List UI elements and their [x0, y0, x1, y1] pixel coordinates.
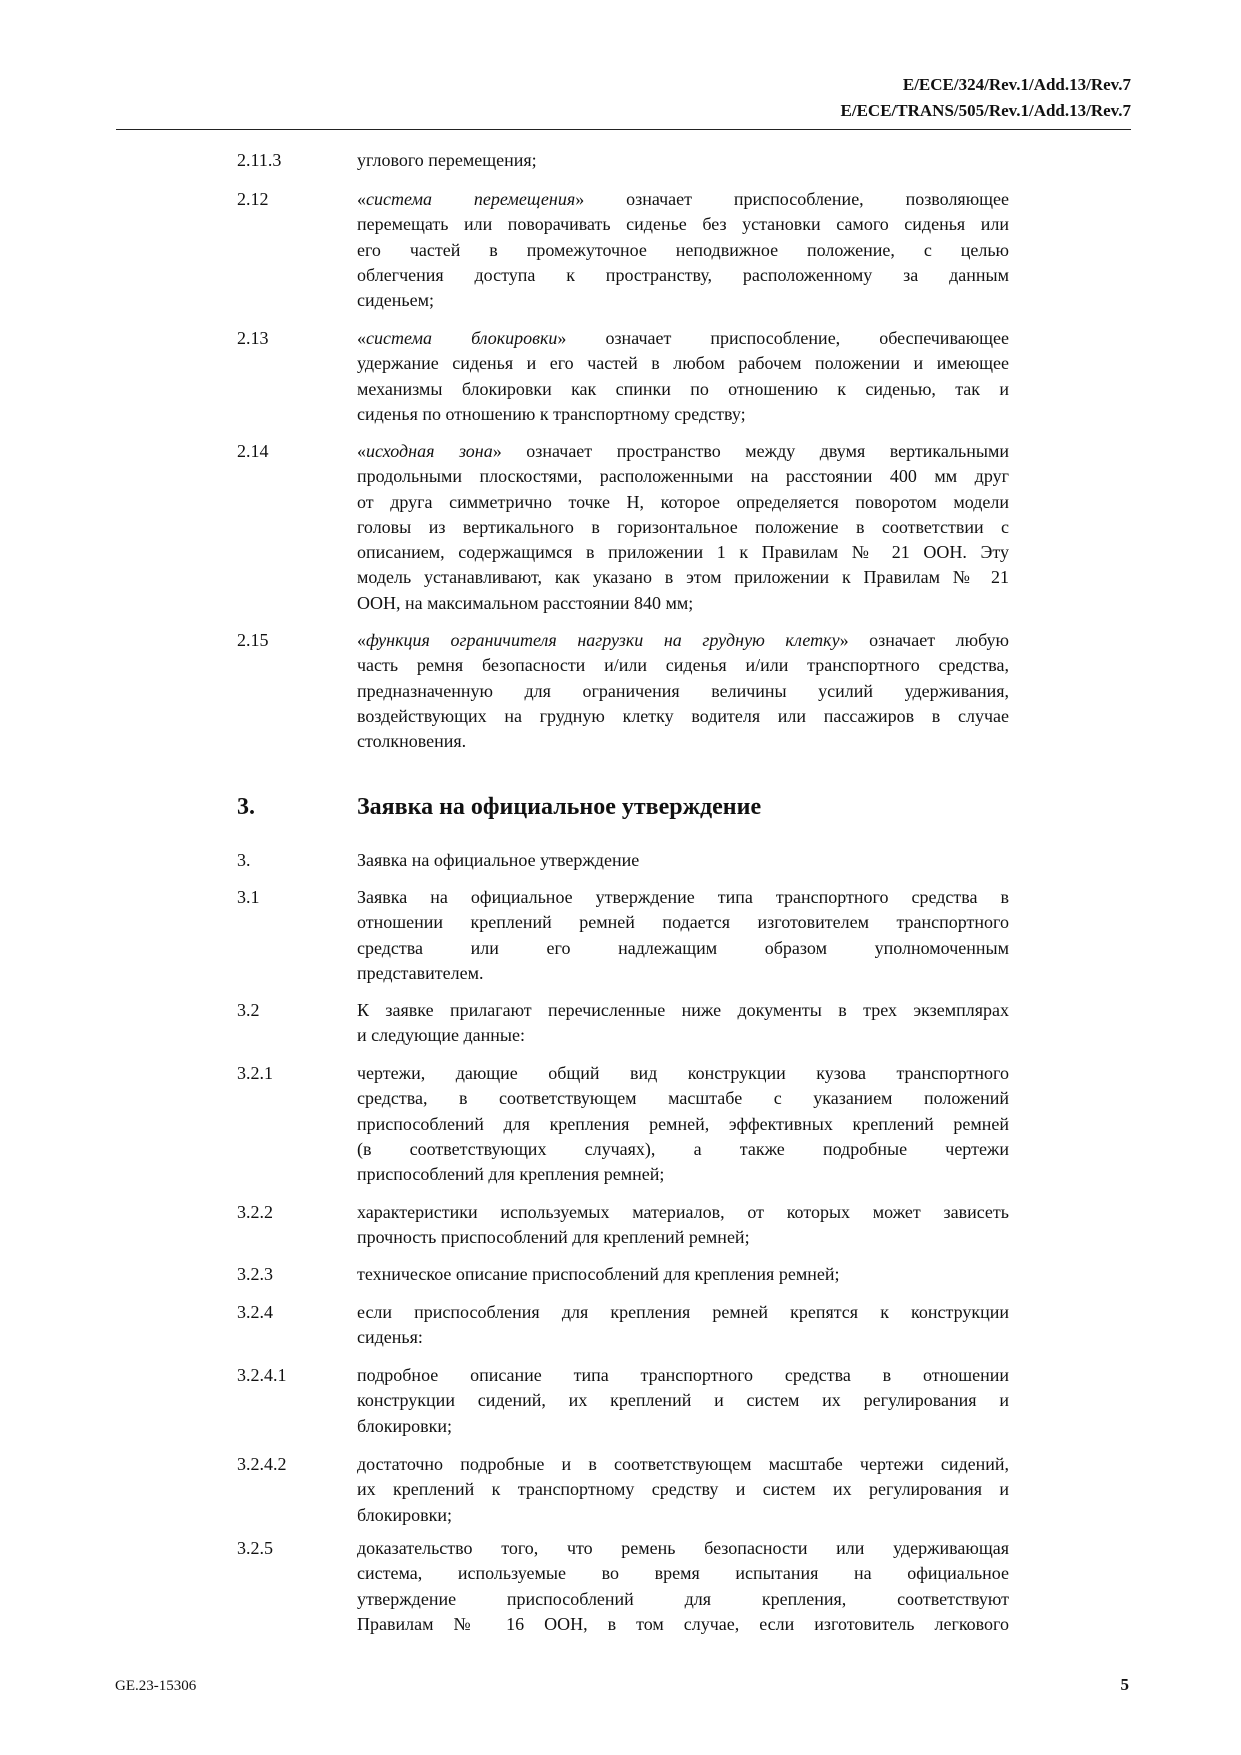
- text-line: предназначенную для ограничения величины усилий удерживания,: [357, 680, 1009, 701]
- text-line: сиденья:: [357, 1327, 423, 1348]
- text-line: Правилам № 16 ООН, в том случае, если изготовитель легкового: [357, 1613, 1009, 1634]
- text-line: Заявка на официальное утверждение: [357, 850, 640, 870]
- text-line: «система перемещения» означает приспособление, позволяющее: [357, 189, 1009, 209]
- text-line: подробное описание типа транспортного средства в отношении: [357, 1365, 1009, 1385]
- text-line: «функция ограничителя нагрузки на грудную клетку» означает любую: [357, 630, 1009, 650]
- text-line: «система блокировки» означает приспособление, обеспечивающее: [357, 328, 1009, 348]
- text-line: сиденья по отношению к транспортному средству;: [357, 403, 746, 424]
- text-line: чертежи, дающие общий вид конструкции кузова транспортного: [357, 1063, 1009, 1083]
- paragraph-text: [357, 439, 1009, 616]
- text-line: утверждение приспособлений для крепления, соответствуют: [357, 1588, 1009, 1609]
- paragraph-text: [357, 1536, 1009, 1637]
- paragraph-text: [357, 148, 1009, 173]
- defined-term: исходная зона: [366, 441, 493, 461]
- text-line: облегчения доступа к пространству, расположенному за данным: [357, 264, 1009, 285]
- footer-job-number: GE.23-15306: [115, 1678, 197, 1694]
- text-line: «исходная зона» означает пространство между двумя вертикальными: [357, 441, 1009, 461]
- text-line: описанием, содержащимся в приложении 1 к Правилам № 21 ООН. Эту: [357, 542, 1009, 563]
- defined-term: система блокировки: [366, 328, 558, 348]
- text-line: приспособлений для крепления ремней;: [357, 1164, 665, 1185]
- text-line: столкновения.: [357, 731, 467, 752]
- text-line: система, используемые во время испытания на официальное: [357, 1563, 1009, 1584]
- text-line: воздействующих на грудную клетку водителя или пассажиров в случае: [357, 705, 1009, 726]
- defined-term: система перемещения: [366, 189, 576, 209]
- text-line: углового перемещения;: [357, 150, 537, 170]
- paragraph-number: 2.13: [237, 328, 269, 348]
- text-line: Заявка на официальное утверждение типа транспортного средства в: [357, 887, 1009, 907]
- paragraph-number: 3.2.4.1: [237, 1365, 287, 1385]
- paragraph-number: 3.2.5: [237, 1538, 273, 1558]
- paragraph-number: 3.2.3: [237, 1264, 273, 1284]
- text-line: удержание сиденья и его частей в любом рабочем положении и имеющее: [357, 353, 1009, 374]
- paragraph-text: [357, 187, 1009, 313]
- document-symbol-1: E/ECE/324/Rev.1/Add.13/Rev.7: [902, 75, 1131, 94]
- text-line: ООН, на максимальном расстоянии 840 мм;: [357, 592, 694, 613]
- text-line: часть ремня безопасности и/или сиденья и/или транспортного средства,: [357, 655, 1009, 676]
- text-line: характеристики используемых материалов, от которых может зависеть: [357, 1202, 1009, 1222]
- paragraph-number: 3.2.2: [237, 1202, 273, 1222]
- paragraph-text: [357, 1061, 1009, 1187]
- paragraph-text: [357, 885, 1009, 986]
- paragraph-number: 3.2.4.2: [237, 1454, 287, 1474]
- paragraph-number: 2.11.3: [237, 150, 282, 170]
- paragraph-text: [357, 1200, 1009, 1251]
- paragraph-number: 3.1: [237, 887, 260, 907]
- text-line: доказательство того, что ремень безопасности или удерживающая: [357, 1538, 1009, 1558]
- text-line: достаточно подробные и в соответствующем масштабе чертежи сидений,: [357, 1454, 1009, 1474]
- text-line: модель устанавливают, как указано в этом приложении к Правилам № 21: [357, 567, 1009, 588]
- text-line: отношении креплений ремней подается изготовителем транспортного: [357, 912, 1009, 933]
- paragraph-number: 3.2.1: [237, 1063, 273, 1083]
- text-line: средства или его надлежащим образом уполномоченным: [357, 937, 1009, 958]
- defined-term: функция ограничителя нагрузки на грудную клетку: [366, 630, 840, 650]
- text-line: К заявке прилагают перечисленные ниже документы в трех экземплярах: [357, 1000, 1009, 1020]
- text-line: приспособлений для крепления ремней, эффективных креплений ремней: [357, 1113, 1009, 1134]
- paragraph-text: [357, 1363, 1009, 1439]
- paragraph-text: [357, 1262, 1009, 1287]
- paragraph-number: 2.15: [237, 630, 269, 650]
- text-line: блокировки;: [357, 1504, 452, 1525]
- text-line: его частей в промежуточное неподвижное положение, с целью: [357, 239, 1009, 260]
- paragraph-text: [357, 628, 1009, 754]
- document-symbol-2: E/ECE/TRANS/505/Rev.1/Add.13/Rev.7: [840, 101, 1131, 120]
- paragraph-number: 2.12: [237, 189, 269, 209]
- text-line: если приспособления для крепления ремней крепятся к конструкции: [357, 1302, 1009, 1322]
- paragraph-number: 2.14: [237, 441, 269, 461]
- paragraph-number: 3.2.4: [237, 1302, 273, 1322]
- text-line: средства, в соответствующем масштабе с указанием положений: [357, 1088, 1009, 1109]
- section-heading-number: 3.: [237, 794, 255, 820]
- text-line: представителем.: [357, 962, 484, 983]
- paragraph-text: [357, 1300, 1009, 1351]
- text-line: от друга симметрично точке H, которое определяется поворотом модели: [357, 491, 1009, 512]
- section-heading-title: Заявка на официальное утверждение: [357, 794, 762, 820]
- text-line: техническое описание приспособлений для крепления ремней;: [357, 1264, 840, 1284]
- paragraph-text: [357, 326, 1009, 427]
- text-line: головы из вертикального в горизонтальное положение в соответствии с: [357, 516, 1009, 537]
- text-line: конструкции сидений, их креплений и систем их регулирования и: [357, 1390, 1009, 1411]
- text-line: перемещать или поворачивать сиденье без установки самого сиденья или: [357, 214, 1009, 235]
- text-line: блокировки;: [357, 1415, 452, 1436]
- text-line: механизмы блокировки как спинки по отношению к сиденью, так и: [357, 378, 1009, 399]
- text-line: и следующие данные:: [357, 1025, 525, 1046]
- paragraph-text: [357, 998, 1009, 1049]
- text-line: (в соответствующих случаях), а также подробные чертежи: [357, 1138, 1009, 1159]
- paragraph-number: 3.2: [237, 1000, 260, 1020]
- text-line: их креплений к транспортному средству и систем их регулирования и: [357, 1479, 1009, 1500]
- text-line: прочность приспособлений для креплений ремней;: [357, 1227, 750, 1248]
- paragraph-text: [357, 848, 1009, 873]
- paragraph-text: [357, 1452, 1009, 1528]
- footer-page-number: 5: [1120, 1675, 1129, 1694]
- header-rule: [116, 129, 1131, 130]
- text-line: сиденьем;: [357, 290, 434, 311]
- paragraph-number: 3.: [237, 850, 251, 870]
- text-line: продольными плоскостями, расположенными на расстоянии 400 мм друг: [357, 466, 1009, 487]
